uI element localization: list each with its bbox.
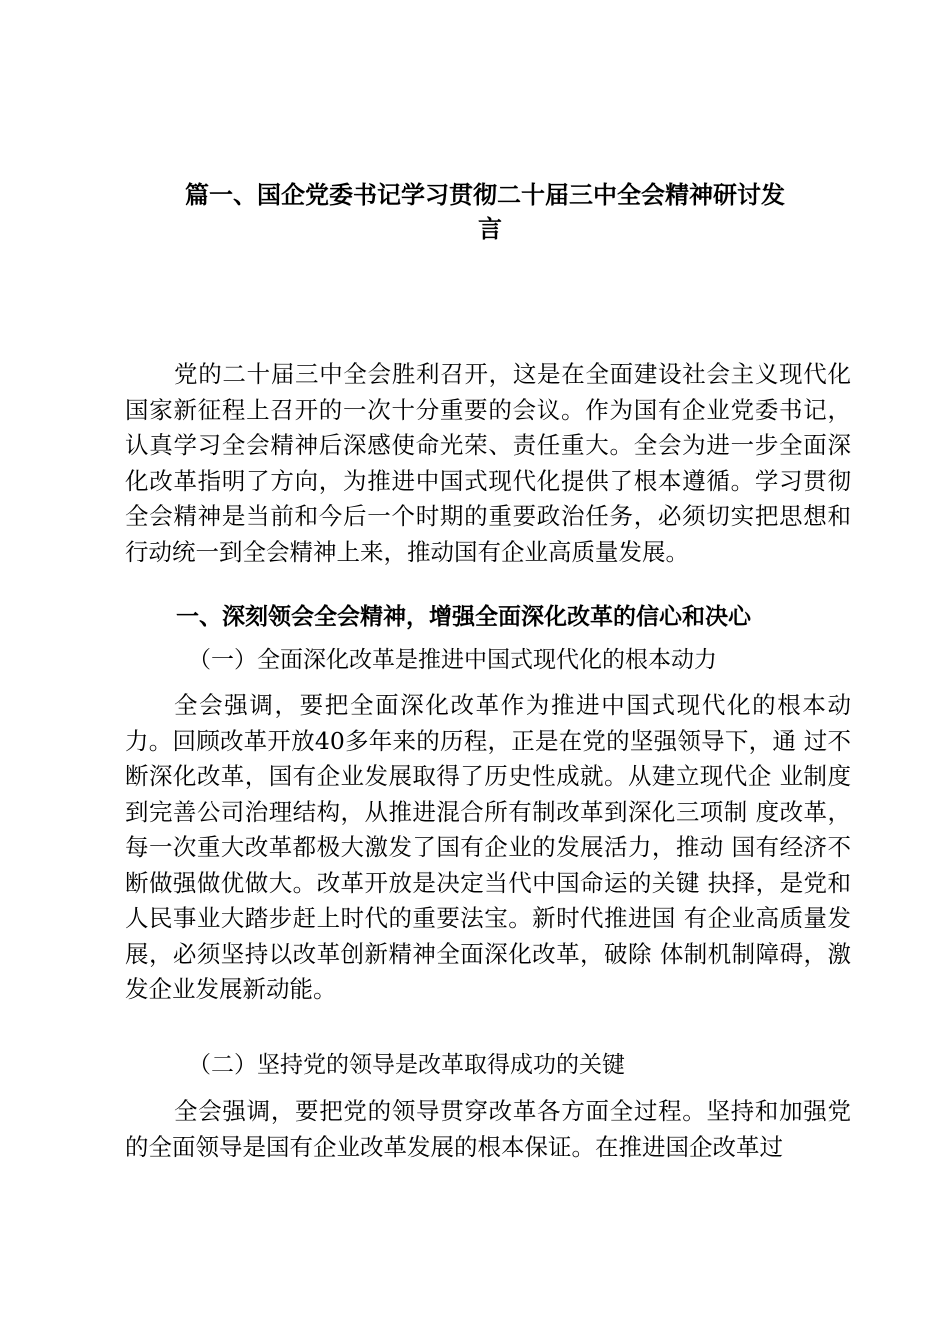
intro-paragraph (125, 357, 851, 570)
subheading-1: （一）全面深化改革是推进中国式现代化的根本动力 (188, 647, 717, 673)
paragraph-3 (125, 1094, 851, 1165)
paragraph-text: 全会强调，要把全面深化改革作为推进中国式现代化的根本动力。回顾改革开放40多年来的历程，正是在党的坚强领导下，通 过不断深化改革，国有企业发展取得了历史性成就。从建立现代企 业制度到完善公司治理结构，从推进混合所有制改革到深化三项制 度改革，每一次重大改革都极大激发了国有企业的发展活力，推动 国有经济不断做强做优做大。改革开放是决定当代中国命运的关键 抉择，是党和人民事业大踏步赶上时代的重要法宝。新时代推进国 有企业高质量发展，必须坚持以改革创新精神全面深化改革，破除 体制机制障碍，激发企业发展新动能。 (125, 691, 851, 1003)
section-heading-1: 一、深刻领会全会精神，增强全面深化改革的信心和决心 (176, 604, 751, 630)
paragraph-text: 党的二十届三中全会胜利召开，这是在全面建设社会主义现代化国家新征程上召开的一次十分重要的会议。作为国有企业党委书记，认真学习全会精神后深感使命光荣、责任重大。全会为进一步全面深化改革指明了方向，为推进中国式现代化提供了根本遵循。学习贯彻全会精神是当前和今后一个时期的重要政治任务，必须切实把思想和行动统一到全会精神上来，推动国有企业高质量发展。 (125, 360, 851, 566)
title-line-1: 篇一、国企党委书记学习贯彻二十届三中全会精神研讨发 (185, 181, 785, 209)
paragraph-text: 全会强调，要把党的领导贯穿改革各方面全过程。坚持和加强党的全面领导是国有企业改革发展的根本保证。在推进国企改革过 (125, 1097, 851, 1161)
document-title (150, 178, 820, 246)
paragraph-2 (125, 688, 851, 1008)
title-line-2: 言 (478, 215, 502, 243)
subheading-2: （二）坚持党的领导是改革取得成功的关键 (188, 1052, 625, 1078)
